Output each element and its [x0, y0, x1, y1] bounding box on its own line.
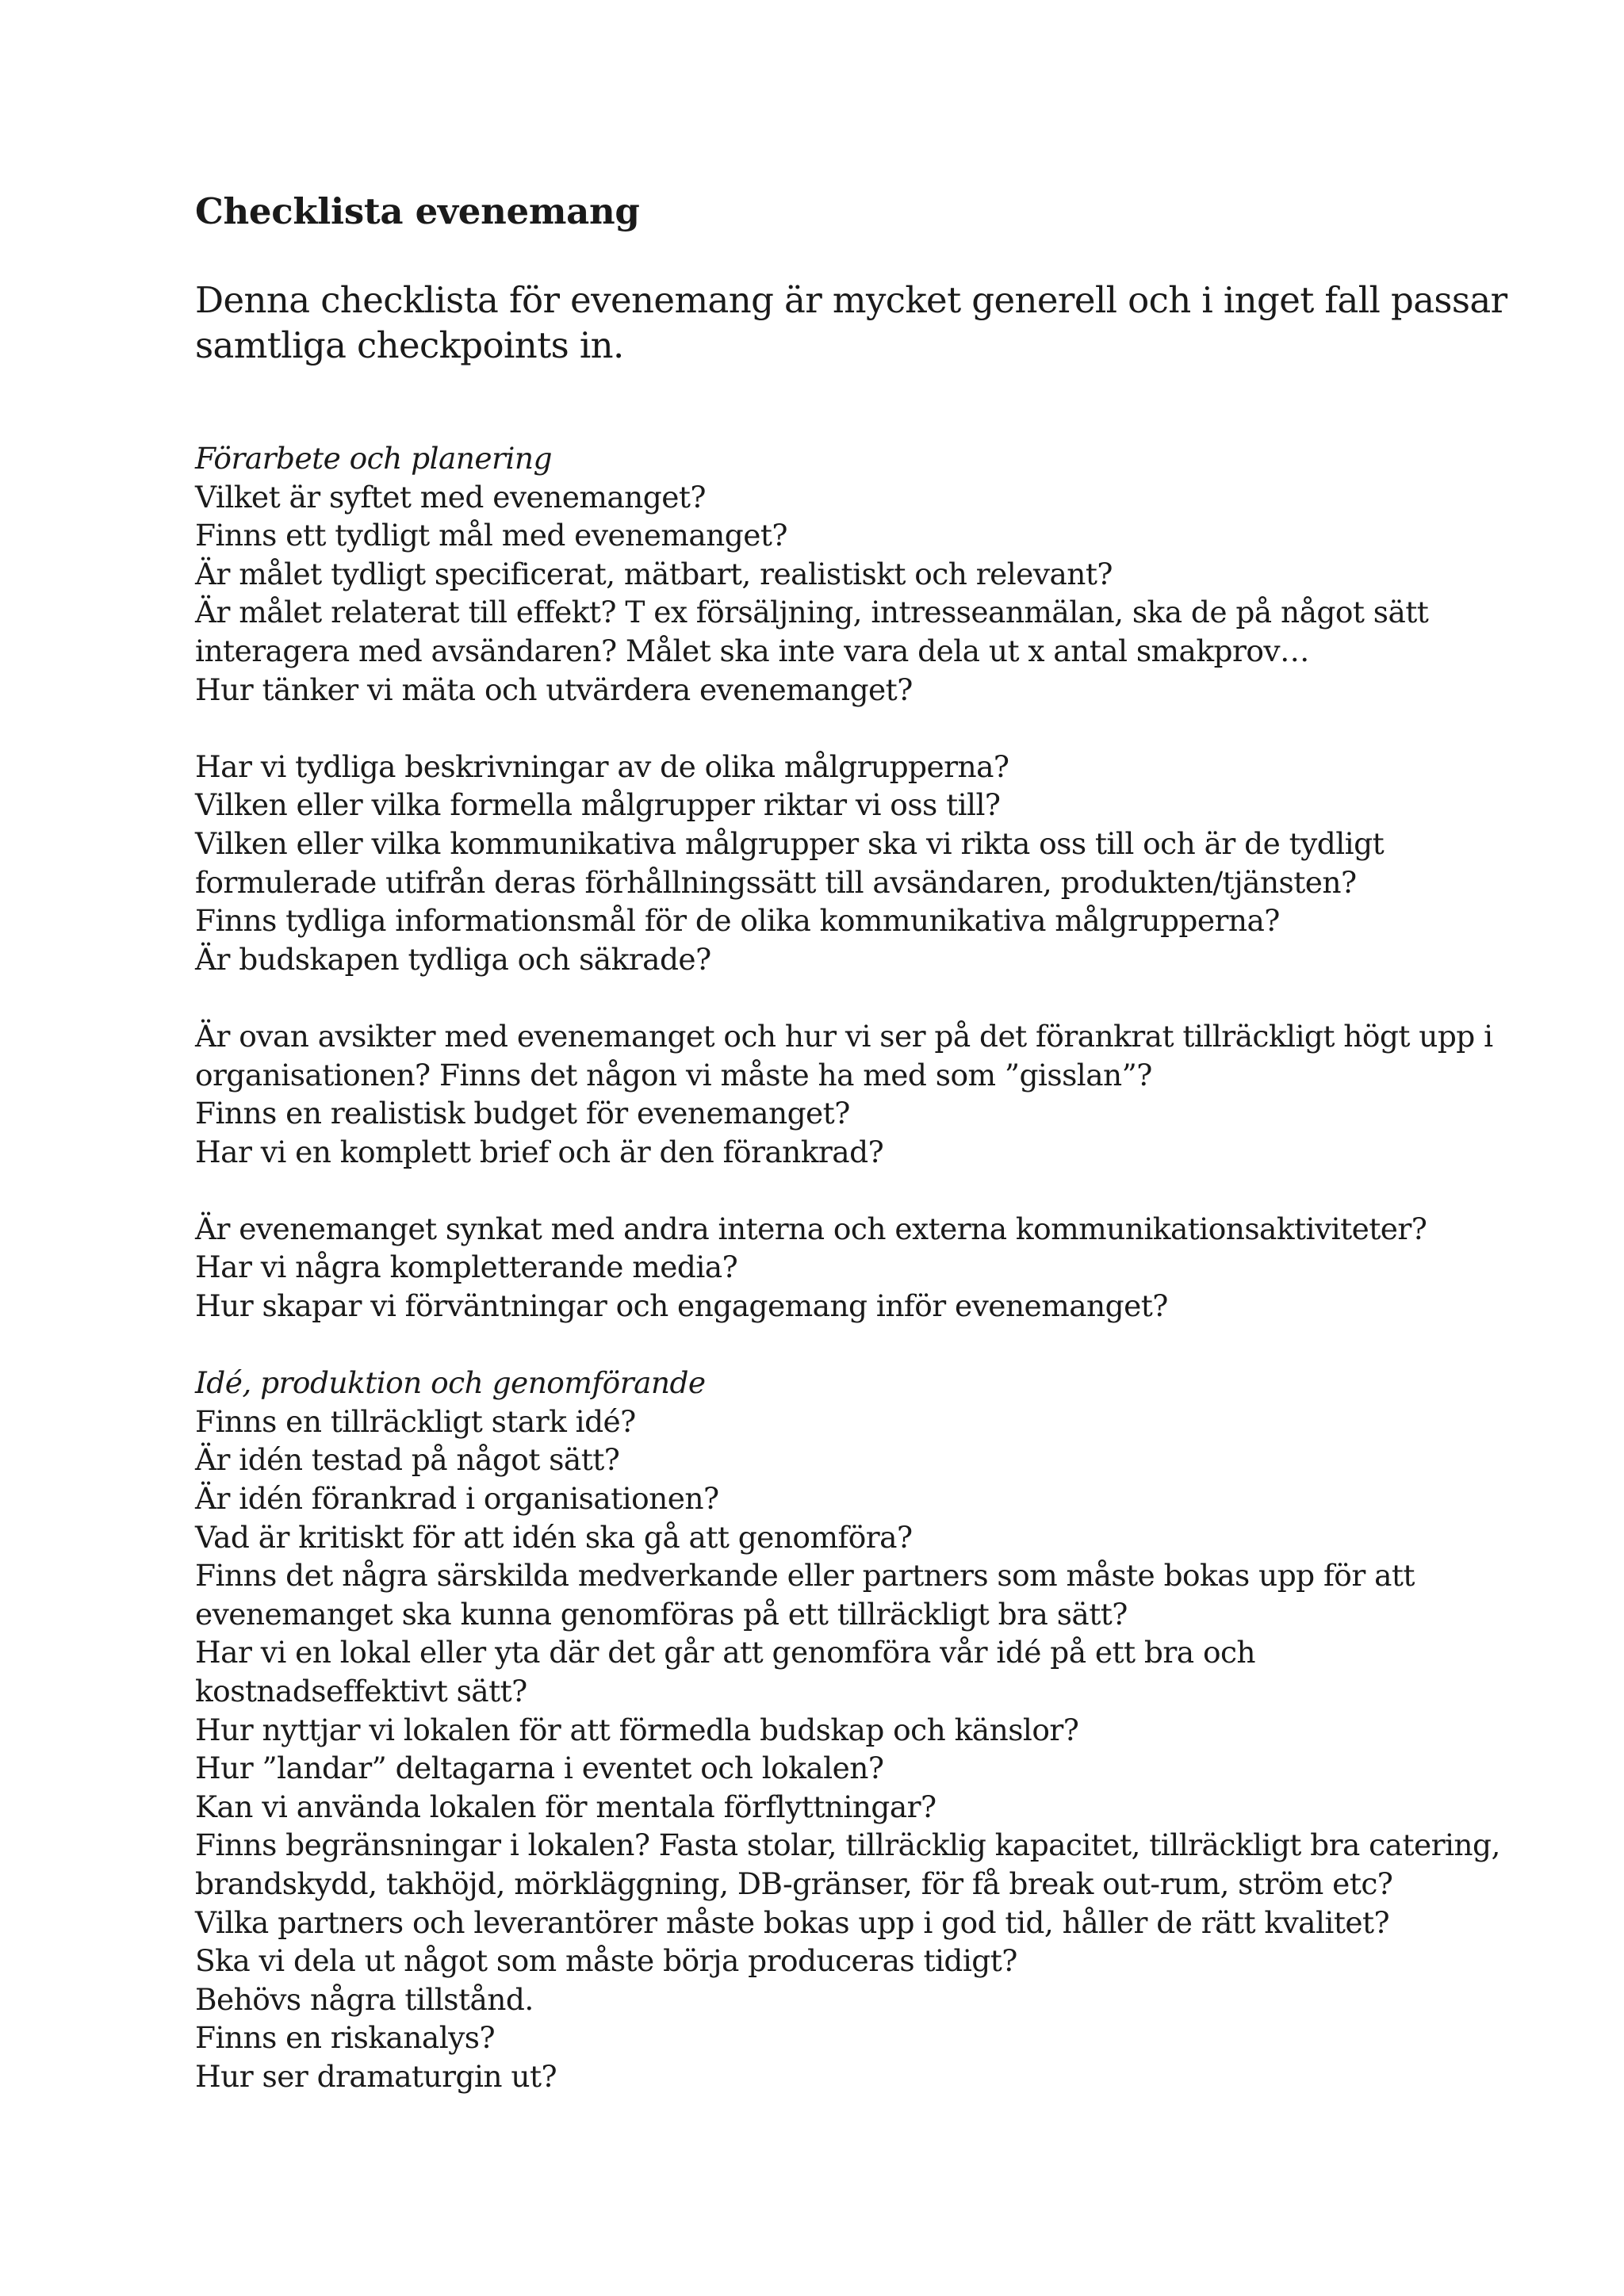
checklist-item: Är målet tydligt specificerat, mätbart, realistiskt och relevant?: [195, 556, 1113, 591]
checklist-item: Hur ser dramaturgin ut?: [195, 2058, 557, 2094]
checklist-item: Är ovan avsikter med evenemanget och hur vi ser på det förankrat tillräckligt högt upp i: [195, 1018, 1493, 1054]
checklist-item: Finns en riskanalys?: [195, 2020, 496, 2056]
checklist-item: Finns det några särskilda medverkande eller partners som måste bokas upp för att: [195, 1558, 1415, 1594]
checklist-item: Har vi en komplett brief och är den förankrad?: [195, 1134, 884, 1169]
section-heading: Förarbete och planering: [195, 441, 552, 476]
checklist-item: Vilka partners och leverantörer måste bokas upp i god tid, håller de rätt kvalitet?: [195, 1904, 1390, 1940]
section-heading: Idé, produktion och genomförande: [195, 1365, 706, 1401]
checklist-item: Är budskapen tydliga och säkrade?: [195, 941, 711, 977]
checklist-item: Kan vi använda lokalen för mentala förflyttningar?: [195, 1789, 936, 1824]
checklist-item: organisationen? Finns det någon vi måste ha med som ”gisslan”?: [195, 1057, 1152, 1093]
checklist-item: Hur nyttjar vi lokalen för att förmedla budskap och känslor?: [195, 1712, 1079, 1747]
intro-line: Denna checklista för evenemang är mycket generell och i inget fall passar: [195, 279, 1507, 321]
checklist-item: Är målet relaterat till effekt? T ex försäljning, intresseanmälan, ska de på något sätt: [195, 595, 1429, 630]
checklist-item: Vilket är syftet med evenemanget?: [195, 479, 706, 515]
checklist-item: Är evenemanget synkat med andra interna och externa kommunikationsaktiviteter?: [195, 1211, 1427, 1246]
checklist-item: Har vi en lokal eller yta där det går att genomföra vår idé på ett bra och: [195, 1635, 1256, 1670]
checklist-item: Finns begränsningar i lokalen? Fasta stolar, tillräcklig kapacitet, tillräckligt bra catering,: [195, 1827, 1500, 1863]
section-forarbete: [195, 439, 1496, 1326]
checklist-item: Finns ett tydligt mål med evenemanget?: [195, 518, 787, 553]
checklist-item: Har vi tydliga beskrivningar av de olika målgrupperna?: [195, 748, 1009, 784]
document-page: [195, 190, 1507, 2134]
intro-line: samtliga checkpoints in.: [195, 324, 624, 366]
checklist-item: Hur skapar vi förväntningar och engagemang inför evenemanget?: [195, 1288, 1168, 1324]
checklist-item: interagera med avsändaren? Målet ska inte vara dela ut x antal smakprov…: [195, 633, 1309, 668]
checklist-item: Finns en tillräckligt stark idé?: [195, 1403, 636, 1439]
checklist-item: evenemanget ska kunna genomföras på ett tillräckligt bra sätt?: [195, 1596, 1128, 1632]
checklist-item: Vilken eller vilka kommunikativa målgrupper ska vi rikta oss till och är de tydligt: [195, 825, 1385, 861]
document-title: Checklista evenemang: [195, 190, 640, 232]
section-ide-produktion: [195, 1364, 1500, 2095]
checklist-item: formulerade utifrån deras förhållningssätt till avsändaren, produkten/tjänsten?: [195, 864, 1357, 900]
checklist-item: Ska vi dela ut något som måste börja produceras tidigt?: [195, 1943, 1017, 1979]
checklist-group: [195, 1210, 1496, 1326]
checklist-group: [195, 478, 1496, 710]
checklist-group: [195, 1402, 1500, 2096]
checklist-item: kostnadseffektivt sätt?: [195, 1674, 527, 1709]
checklist-item: Är idén testad på något sätt?: [195, 1442, 620, 1478]
checklist-item: Hur ”landar” deltagarna i eventet och lokalen?: [195, 1751, 884, 1786]
checklist-item: Har vi några kompletterande media?: [195, 1249, 738, 1285]
checklist-group: [195, 748, 1496, 979]
checklist-item: Vad är kritiskt för att idén ska gå att genomföra?: [195, 1519, 913, 1555]
checklist-item: Behövs några tillstånd.: [195, 1981, 534, 2017]
checklist-item: Är idén förankrad i organisationen?: [195, 1481, 719, 1517]
checklist-group: [195, 1017, 1496, 1171]
checklist-item: brandskydd, takhöjd, mörkläggning, DB-gränser, för få break out-rum, ström etc?: [195, 1866, 1393, 1901]
checklist-item: Finns en realistisk budget för evenemanget?: [195, 1096, 850, 1131]
checklist-item: Vilken eller vilka formella målgrupper riktar vi oss till?: [195, 787, 1001, 823]
intro-paragraph: [195, 277, 1507, 368]
checklist-item: Hur tänker vi mäta och utvärdera evenemanget?: [195, 672, 913, 707]
checklist-item: Finns tydliga informationsmål för de olika kommunikativa målgrupperna?: [195, 903, 1280, 939]
